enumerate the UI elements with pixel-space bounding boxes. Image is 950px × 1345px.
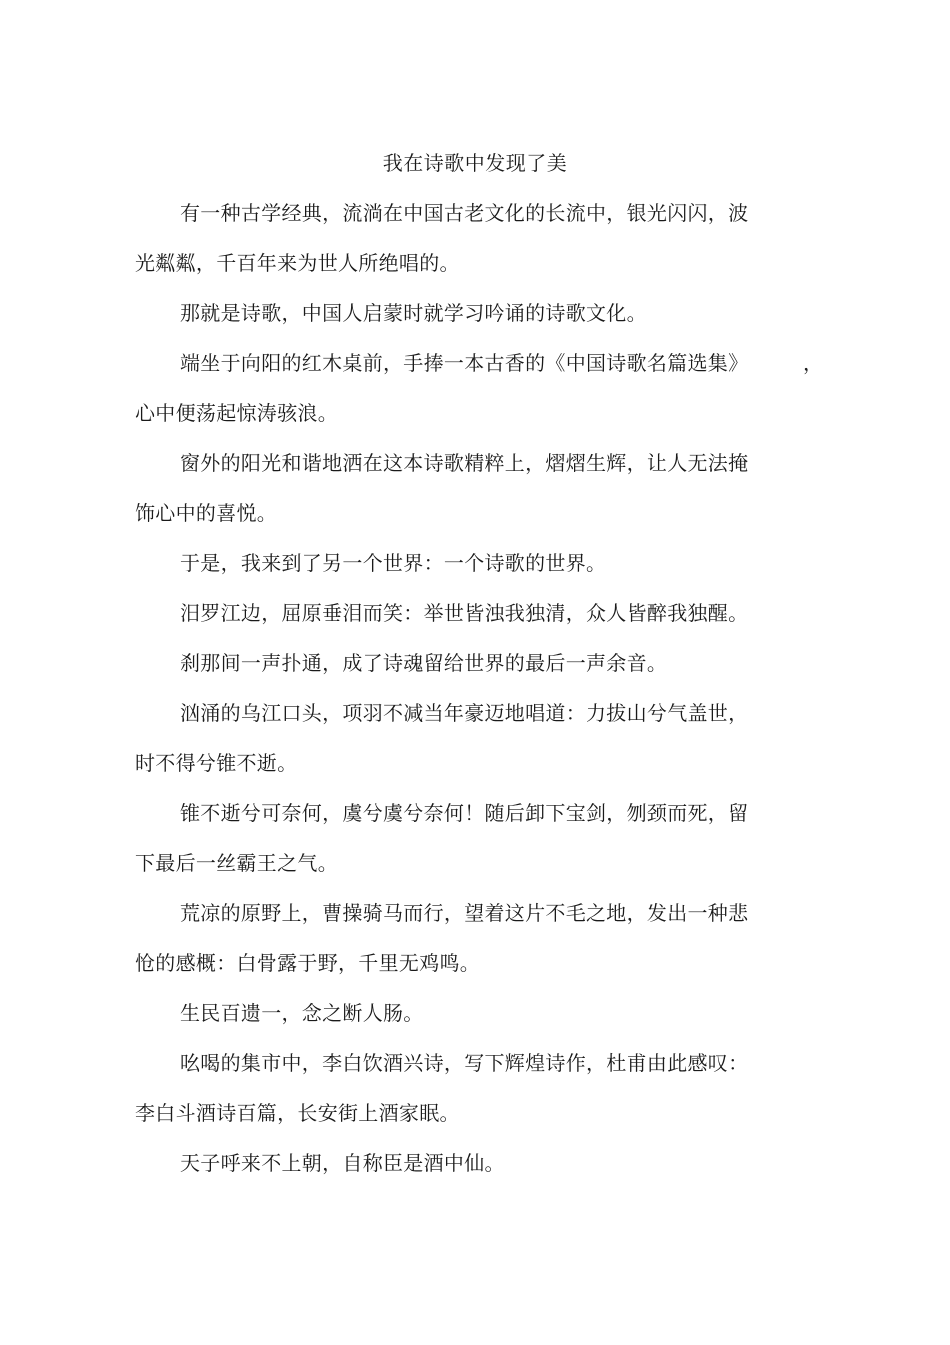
text-line: 下最后一丝霸王之气。: [135, 851, 338, 875]
text-line: 有一种古学经典，流淌在中国古老文化的长流中，银光闪闪，波: [180, 201, 749, 225]
stray-comma: ，: [803, 351, 823, 375]
text-line: 时不得兮锥不逝。: [135, 751, 298, 775]
text-line: 那就是诗歌，中国人启蒙时就学习吟诵的诗歌文化。: [180, 301, 647, 325]
text-line: 荒凉的原野上，曹操骑马而行，望着这片不毛之地，发出一种悲: [180, 901, 749, 925]
text-line: 光粼粼，千百年来为世人所绝唱的。: [135, 251, 460, 275]
text-line: 端坐于向阳的红木桌前，手捧一本古香的《中国诗歌名篇选集》: [180, 351, 749, 375]
text-line: 于是，我来到了另一个世界：一个诗歌的世界。: [180, 551, 607, 575]
text-line: 李白斗酒诗百篇，长安街上酒家眠。: [135, 1101, 460, 1125]
text-line: 锥不逝兮可奈何，虞兮虞兮奈何！随后卸下宝剑，刎颈而死，留: [180, 801, 749, 825]
text-line: 汨罗江边，屈原垂泪而笑：举世皆浊我独清，众人皆醉我独醒。: [180, 601, 749, 625]
text-line: 吆喝的集市中，李白饮酒兴诗，写下辉煌诗作，杜甫由此感叹：: [180, 1051, 749, 1075]
text-line: 怆的感概：白骨露于野，千里无鸡鸣。: [135, 951, 481, 975]
text-line: 刹那间一声扑通，成了诗魂留给世界的最后一声余音。: [180, 651, 668, 675]
document-title: 我在诗歌中发现了美: [382, 151, 568, 175]
text-line: 天子呼来不上朝，自称臣是酒中仙。: [180, 1151, 505, 1175]
text-line: 汹涌的乌江口头，项羽不减当年豪迈地唱道：力拔山兮气盖世，: [180, 701, 749, 725]
text-line: 生民百遗一，念之断人肠。: [180, 1001, 424, 1025]
text-line: 饰心中的喜悦。: [135, 501, 278, 525]
text-line: 窗外的阳光和谐地洒在这本诗歌精粹上，熠熠生辉，让人无法掩: [180, 451, 749, 475]
text-line: 心中便荡起惊涛骇浪。: [135, 401, 338, 425]
